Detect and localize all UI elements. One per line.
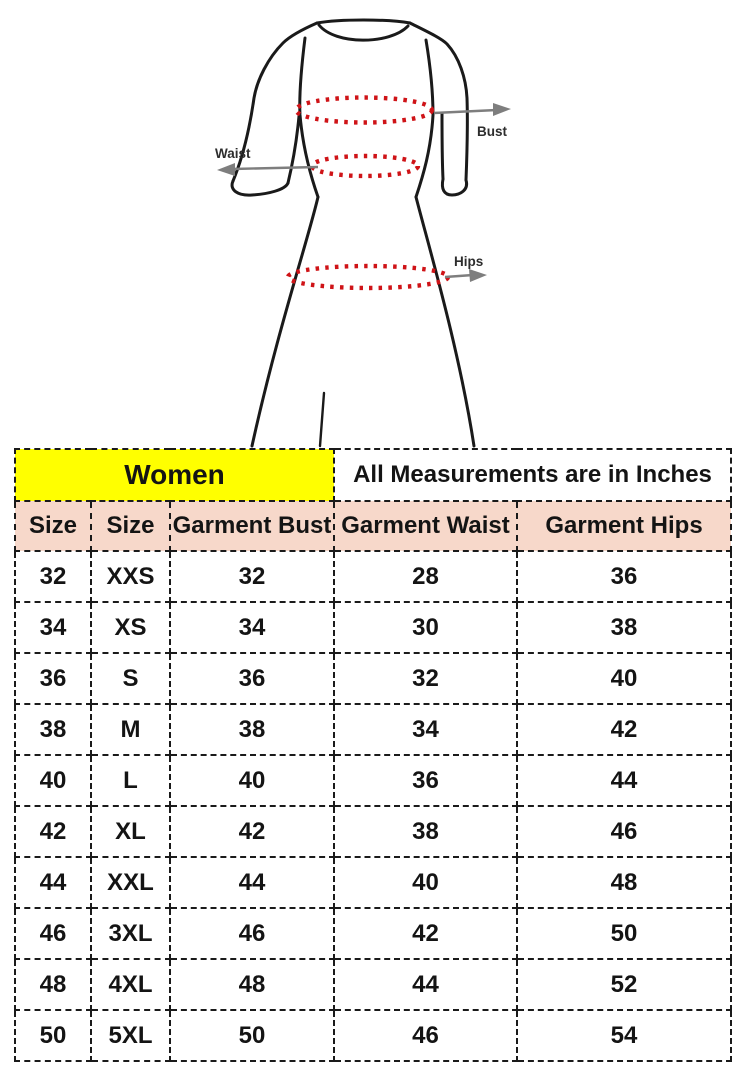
table-cell: 42 xyxy=(15,806,91,857)
table-cell: 36 xyxy=(170,653,334,704)
column-header-1: Size xyxy=(91,501,170,551)
table-cell: 50 xyxy=(15,1010,91,1061)
table-cell: 46 xyxy=(334,1010,517,1061)
right-sleeve-inner-edge xyxy=(442,113,443,179)
table-cell: 50 xyxy=(170,1010,334,1061)
table-cell: 40 xyxy=(517,653,731,704)
table-cell: 50 xyxy=(517,908,731,959)
table-cell: 46 xyxy=(170,908,334,959)
table-cell: 48 xyxy=(517,857,731,908)
table-cell: 34 xyxy=(15,602,91,653)
table-cell: 42 xyxy=(517,704,731,755)
left-sleeve-inner-edge xyxy=(288,116,299,183)
bust-arrow-head-icon xyxy=(493,103,511,116)
waist-measurement-ellipse xyxy=(312,156,418,176)
column-header-row xyxy=(15,501,731,551)
table-cell: 28 xyxy=(334,551,517,602)
bust-measurement-ellipse xyxy=(296,98,432,123)
table-cell: 40 xyxy=(15,755,91,806)
table-cell: 32 xyxy=(15,551,91,602)
table-cell: 48 xyxy=(170,959,334,1010)
table-row xyxy=(15,653,731,704)
collar-outline xyxy=(317,20,410,23)
table-cell: XS xyxy=(91,602,170,653)
table-cell: 54 xyxy=(517,1010,731,1061)
group-header-row xyxy=(15,449,731,501)
table-cell: XL xyxy=(91,806,170,857)
table-cell: 38 xyxy=(334,806,517,857)
skirt-left-edge xyxy=(252,197,318,446)
table-cell: 52 xyxy=(517,959,731,1010)
left-cuff-outline xyxy=(232,181,288,195)
column-header-2: Garment Bust xyxy=(170,501,334,551)
table-cell: 42 xyxy=(334,908,517,959)
table-row xyxy=(15,704,731,755)
table-cell: 34 xyxy=(334,704,517,755)
bust-arrow xyxy=(434,110,497,113)
table-cell: 38 xyxy=(517,602,731,653)
skirt-right-edge xyxy=(416,197,474,446)
hips-arrow xyxy=(445,275,473,277)
table-cell: 36 xyxy=(15,653,91,704)
table-cell: 32 xyxy=(170,551,334,602)
waist-arrow-head-icon xyxy=(217,163,235,176)
table-cell: 5XL xyxy=(91,1010,170,1061)
table-row xyxy=(15,806,731,857)
table-cell: 48 xyxy=(15,959,91,1010)
table-row xyxy=(15,908,731,959)
table-cell: 4XL xyxy=(91,959,170,1010)
column-header-4: Garment Hips xyxy=(517,501,731,551)
table-cell: 40 xyxy=(334,857,517,908)
table-cell: 30 xyxy=(334,602,517,653)
size-table-body xyxy=(15,551,731,1061)
size-chart-table xyxy=(14,448,732,1062)
waist-label: Waist xyxy=(215,146,251,161)
table-cell: 38 xyxy=(170,704,334,755)
dress-measurement-diagram xyxy=(0,0,746,448)
table-row xyxy=(15,551,731,602)
column-header-3: Garment Waist xyxy=(334,501,517,551)
right-cuff-outline xyxy=(442,179,466,195)
waist-arrow xyxy=(233,167,318,169)
table-cell: 44 xyxy=(15,857,91,908)
bust-label: Bust xyxy=(477,124,507,139)
table-cell: XXS xyxy=(91,551,170,602)
table-cell: 46 xyxy=(15,908,91,959)
table-cell: 40 xyxy=(170,755,334,806)
table-cell: S xyxy=(91,653,170,704)
hips-label: Hips xyxy=(454,254,484,269)
table-row xyxy=(15,1010,731,1061)
table-cell: 46 xyxy=(517,806,731,857)
table-cell: 3XL xyxy=(91,908,170,959)
table-cell: M xyxy=(91,704,170,755)
table-row xyxy=(15,857,731,908)
table-cell: 36 xyxy=(334,755,517,806)
table-cell: 38 xyxy=(15,704,91,755)
right-sleeve-outline xyxy=(410,23,467,180)
group-header-women: Women xyxy=(15,449,334,501)
hips-arrow-head-icon xyxy=(469,269,487,282)
table-row xyxy=(15,959,731,1010)
table-cell: 32 xyxy=(334,653,517,704)
table-cell: 44 xyxy=(517,755,731,806)
column-header-0: Size xyxy=(15,501,91,551)
table-cell: XXL xyxy=(91,857,170,908)
bodice-right-edge xyxy=(416,40,433,197)
skirt-center-seam xyxy=(320,393,324,446)
table-cell: 44 xyxy=(334,959,517,1010)
table-cell: 34 xyxy=(170,602,334,653)
group-header-measurements-note: All Measurements are in Inches xyxy=(334,449,731,501)
neckline-curve xyxy=(319,25,408,40)
table-cell: L xyxy=(91,755,170,806)
table-row xyxy=(15,602,731,653)
table-row xyxy=(15,755,731,806)
table-cell: 42 xyxy=(170,806,334,857)
table-cell: 36 xyxy=(517,551,731,602)
table-cell: 44 xyxy=(170,857,334,908)
hips-measurement-ellipse xyxy=(288,266,448,288)
